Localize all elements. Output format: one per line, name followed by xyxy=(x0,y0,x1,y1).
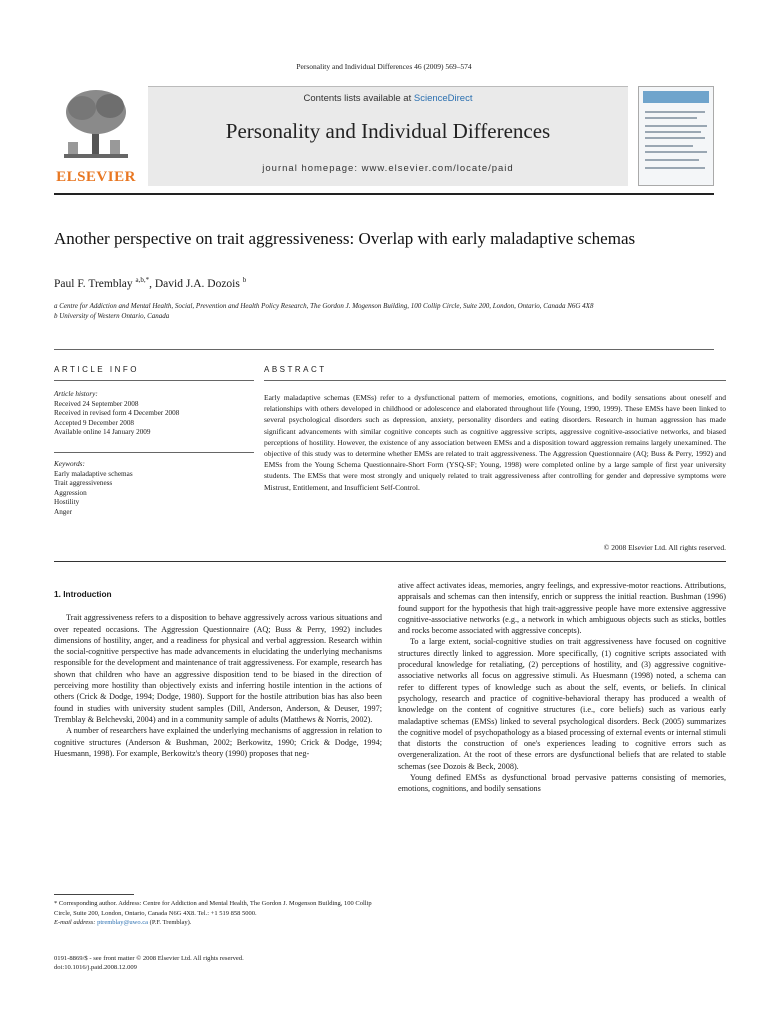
section-heading: 1. Introduction xyxy=(54,589,112,599)
affiliations xyxy=(54,302,694,321)
sciencedirect-link[interactable]: ScienceDirect xyxy=(413,93,473,104)
body-paragraph: To a large extent, social-cognitive studies on trait aggressiveness have focused on cognitive structures directly linked to aggression. More specifically, (1) cognitive scripts associated with procedural knowledge for retaliating, (2) perceptions of hostility, and (3) aggressive cognitive-associative networks all focus on aggressive stimuli. As Huesmann (1998) noted, a schema can refer to different types of knowledge such as about the self, events, or beliefs. In clinical psychology, research and practice of cognitive-behavioral therapy has produced a wealth of knowledge on the content of cognitive structures (i.e., core beliefs) such as various early maladaptive schemas (EMSs) linked to several psychological disorders. Beck (2005) summarizes the cognitive model of psychopathology as a biased processing of external events or internal stimuli that distorts the construction of one's experiences leading to cognitive errors such as overgeneralization. At the root of these errors are dysfunctional beliefs that are related to stable schemas (see Dozois & Beck, 2008). xyxy=(398,637,726,771)
body-paragraph: A number of researchers have explained the underlying mechanisms of aggression in relation to cognitive structures (Anderson & Bushman, 2002; Berkowitz, 1990; Crick & Dodge, 1994; Huesmann, 1998). For example, Berkowitz's theory (1990) proposes that neg- xyxy=(54,726,382,758)
abstract-heading: ABSTRACT xyxy=(264,365,327,374)
affiliation-b: b University of Western Ontario, Canada xyxy=(54,311,170,320)
issn-block xyxy=(54,954,244,972)
keyword-item: Hostility xyxy=(54,498,80,506)
keyword-item: Early maladaptive schemas xyxy=(54,469,133,478)
keyword-item: Aggression xyxy=(54,488,87,497)
abstract-text: Early maladaptive schemas (EMSs) refer to a dysfunctional pattern of memories, emotions, cognitions, and bodily sensations about oneself and relationships with others developed in childhood or adolescence and elaborated throughout life (Young, 1990, 1999). These EMSs have been linked to several psychological disorders such as depression, anxiety, personality disorders and eating disorders. Research in human aggression has made significant advancements with similar cognitive concepts such as cognitive aggressive scripts, aggressive cognitive-associative networks, and biased perceptions of hostility. However, the existence of any association between EMSs and a disposition toward aggression remains largely unexamined. The objective of this study was to determine whether EMSs are related to trait aggressiveness. The Aggression Questionnaire (AQ; Buss & Perry, 1992) and EMSs from the Young Schema Questionnaire-Short Form (YSQ-SF; Young, 1998) were completed online by a large sample of first year university students. The EMSs that were most strongly and uniquely related to trait aggressiveness after controlling for gender and depressive symptoms were Mistrust, Entitlement, and Insufficient Self-Control. xyxy=(264,393,726,492)
journal-homepage[interactable]: journal homepage: www.elsevier.com/locate/paid xyxy=(262,163,514,174)
issn-line: 0191-8869/$ - see front matter © 2008 Elsevier Ltd. All rights reserved. xyxy=(54,955,244,962)
contents-prefix: Contents lists available at xyxy=(303,93,414,104)
journal-banner xyxy=(148,86,628,186)
history-label: Article history: xyxy=(54,390,98,398)
section-rule xyxy=(54,349,714,350)
author-1: Paul F. Tremblay xyxy=(54,277,133,290)
keyword-item: Anger xyxy=(54,507,72,516)
footnote xyxy=(54,899,382,928)
keywords xyxy=(54,460,254,517)
abstract-rule xyxy=(264,380,726,381)
body-column-right xyxy=(398,580,726,795)
contents-line xyxy=(148,93,628,104)
email-link[interactable]: ptremblay@uwo.ca xyxy=(97,919,149,926)
email-label: E-mail address: xyxy=(54,919,98,926)
author-2: David J.A. Dozois xyxy=(154,277,240,290)
body-paragraph: Young defined EMSs as dysfunctional broad pervasive patterns consisting of memories, emotions, cognitions, and bodily sensations xyxy=(398,773,726,794)
running-head: Personality and Individual Differences 46 (2009) 569–574 xyxy=(296,62,472,71)
history-accepted: Accepted 9 December 2008 xyxy=(54,418,135,427)
history-online: Available online 14 January 2009 xyxy=(54,428,151,436)
author-1-marks: a,b,* xyxy=(135,276,150,284)
keywords-rule xyxy=(54,452,254,453)
body-paragraph: Trait aggressiveness refers to a disposition to behave aggressively across various situations and over repeated occasions. The Aggression Questionnaire (AQ; Buss & Perry, 1992) includes dimensions of hostility, anger, and a readiness for physical and verbal aggression. Research within the social-cognitive perspective has made advancements in elucidating the underlying mechanisms responsible for the development and maintenance of trait aggressiveness. For example, research has shown that children who have an aggressive disposition tend to be biased in the direction of perceiving more hostility than objectively exists and inferring hostile intention in the actions of others (Crick & Dodge, 1994; Dodge, 1980). Support for the hostile attribution bias has also been found in studies with university student samples (Dill, Anderson, Anderson, & Deuser, 1997; Tremblay & Belchevski, 2004) and in a community sample of adults (Matthews & Norris, 2002). xyxy=(54,613,382,724)
journal-title: Personality and Individual Differences xyxy=(225,119,551,143)
email-suffix: (P.F. Tremblay). xyxy=(148,919,192,926)
author-2-marks: b xyxy=(242,276,247,284)
doi-line[interactable]: doi:10.1016/j.paid.2008.12.009 xyxy=(54,964,137,971)
body-column-left xyxy=(54,589,382,759)
article-history xyxy=(54,390,254,438)
history-received: Received 24 September 2008 xyxy=(54,399,139,408)
article-title: Another perspective on trait aggressiveness: Overlap with early maladaptive schemas xyxy=(54,229,636,248)
article-info-rule xyxy=(54,380,254,381)
author-line xyxy=(54,276,246,290)
keywords-label: Keywords: xyxy=(54,460,85,468)
masthead-rule xyxy=(54,193,714,195)
history-revised: Received in revised form 4 December 2008 xyxy=(54,409,180,417)
author-separator: , xyxy=(149,277,155,290)
affiliation-a: a Centre for Addiction and Mental Health, Social, Prevention and Health Policy Research, The Gordon J. Mogenson Building, 100 Collip Circle, Suite 200, London, Ontario, Canada N6G 4X8 xyxy=(54,302,594,310)
publisher-name: ELSEVIER xyxy=(56,169,136,185)
footnote-rule xyxy=(54,894,134,895)
body-paragraph: ative affect activates ideas, memories, angry feelings, and expressive-motor reactions. Attributions, appraisals and schemas can then intensify, enrich or suppress the initial reaction. Bushman (1996) found support for the hypothesis that high trait-aggressive people have more extensive aggressive cognitive-associative networks (e.g., a network in which ambiguous objects such as sticks, bottles and rocks become associated with aggressive concepts). xyxy=(398,581,726,636)
journal-masthead xyxy=(54,86,714,186)
abstract-end-rule xyxy=(54,561,726,562)
elsevier-logo xyxy=(54,86,138,186)
keyword-item: Trait aggressiveness xyxy=(54,479,113,487)
elsevier-tree-icon xyxy=(58,86,134,164)
article-info-heading: ARTICLE INFO xyxy=(54,365,139,374)
email-line xyxy=(54,918,382,928)
abstract-copyright: © 2008 Elsevier Ltd. All rights reserved. xyxy=(603,543,726,552)
corresponding-author: * Corresponding author. Address: Centre for Addiction and Mental Health, The Gordon J. Mogenson Building, 100 Collip Circle, Suite 200, London, Ontario, Canada N6G 4X8. Tel.: +1 519 858 5000. xyxy=(54,900,372,917)
journal-cover-thumbnail xyxy=(638,86,714,186)
